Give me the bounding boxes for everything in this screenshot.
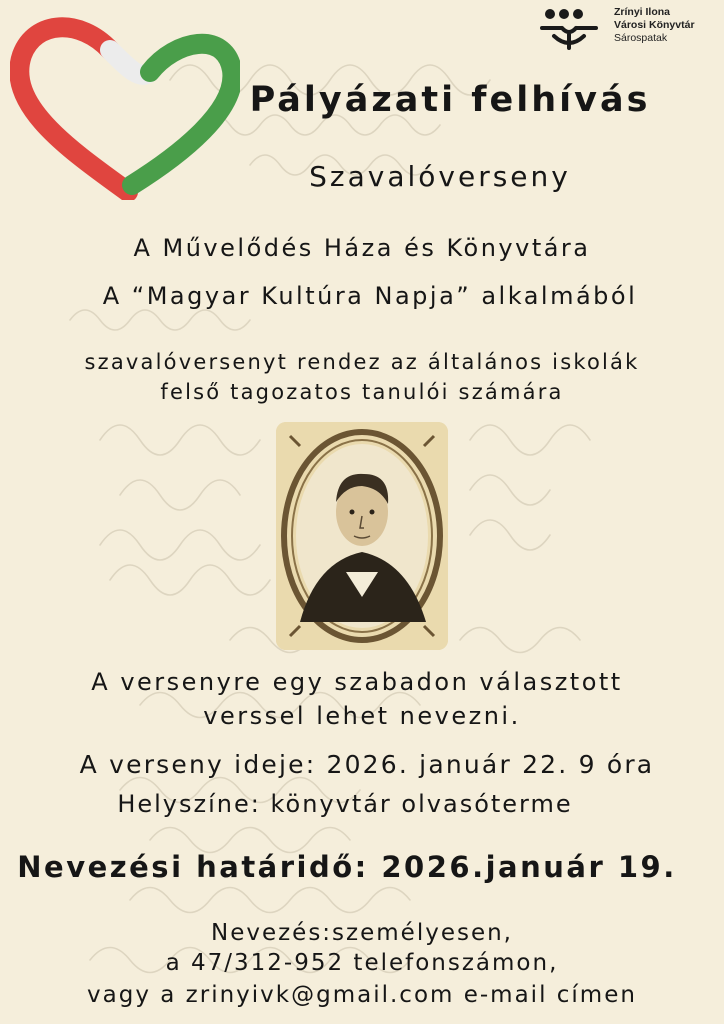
deadline-line: Nevezési határidő: 2026.január 19.: [17, 850, 677, 884]
contact-line-2: a 47/312-952 telefonszámon,: [165, 950, 559, 976]
contact-line-3: vagy a zrinyivk@gmail.com e-mail címen: [87, 982, 637, 1008]
page-title: Pályázati felhívás: [249, 80, 651, 120]
heart-flag-icon: [10, 10, 240, 200]
rule-line-2: verssel lehet nevezni.: [203, 702, 521, 730]
logo-line-3: Sárospatak: [614, 32, 668, 44]
poet-portrait-image: [276, 422, 448, 650]
library-logo-icon: [540, 6, 598, 50]
logo-line-2: Városi Könyvtár: [614, 19, 695, 31]
place-line: Helyszíne: könyvtár olvasóterme: [117, 790, 573, 818]
intro-line-2: felső tagozatos tanulói számára: [160, 380, 564, 404]
contact-line-1: Nevezés:személyesen,: [210, 920, 513, 946]
library-logo: [540, 4, 720, 54]
organizer-line-1: A Művelődés Háza és Könyvtára: [133, 234, 591, 262]
rule-line-1: A versenyre egy szabadon választott: [91, 668, 623, 696]
intro-line-1: szavalóversenyt rendez az általános iskolák: [84, 350, 640, 374]
page-subtitle: Szavalóverseny: [309, 160, 571, 193]
organizer-line-2: A “Magyar Kultúra Napja” alkalmából: [102, 282, 638, 310]
time-line: A verseny ideje: 2026. január 22. 9 óra: [79, 750, 655, 779]
logo-line-1: Zrínyi Ilona: [614, 6, 671, 18]
